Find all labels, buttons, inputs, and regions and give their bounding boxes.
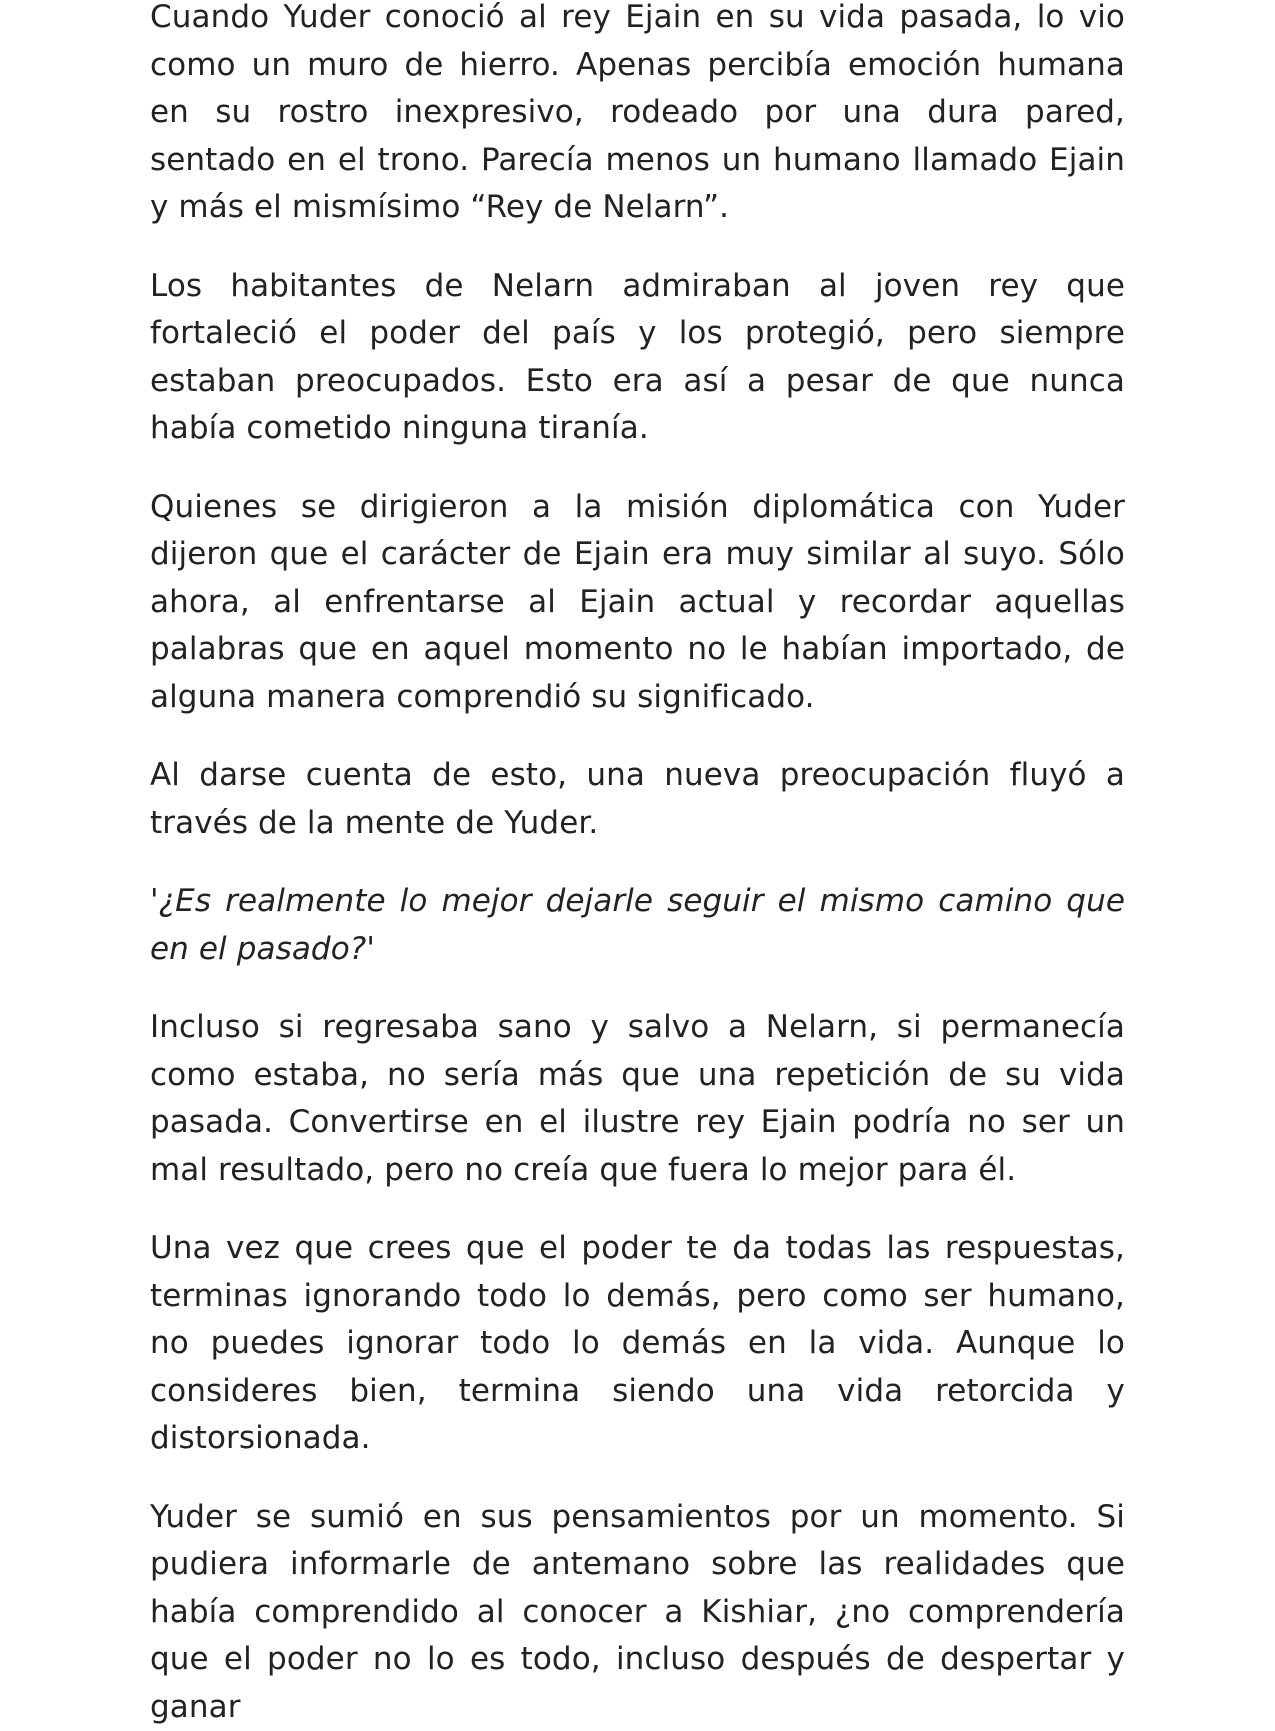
italic-thought-paragraph: '¿Es realmente lo mejor dejarle seguir el mismo camino que en el pasado?' <box>150 878 1125 973</box>
paragraph: Quienes se dirigieron a la misión diplomática con Yuder dijeron que el carácter de Ejain era muy similar al suyo. Sólo ahora, al enfrentarse al Ejain actual y recordar aquellas palabras que en aquel momento no le habían importado, de alguna manera comprendió su significado. <box>150 484 1125 722</box>
paragraph: Los habitantes de Nelarn admiraban al joven rey que fortaleció el poder del país y los protegió, pero siempre estaban preocupados. Esto era así a pesar de que nunca había cometido ninguna tiranía. <box>150 263 1125 453</box>
paragraph: Incluso si regresaba sano y salvo a Nelarn, si permanecía como estaba, no sería más que una repetición de su vida pasada. Convertirse en el ilustre rey Ejain podría no ser un mal resultado, pero no creía que fuera lo mejor para él. <box>150 1004 1125 1194</box>
document-page <box>150 0 1125 1650</box>
paragraph: Al darse cuenta de esto, una nueva preocupación fluyó a través de la mente de Yuder. <box>150 752 1125 847</box>
paragraph: Yuder se sumió en sus pensamientos por un momento. Si pudiera informarle de antemano sobre las realidades que había comprendido al conocer a Kishiar, ¿no comprendería que el poder no lo es todo, incluso después de despertar y ganar <box>150 1494 1125 1731</box>
paragraph: Una vez que crees que el poder te da todas las respuestas, terminas ignorando todo lo demás, pero como ser humano, no puedes ignorar todo lo demás en la vida. Aunque lo consideres bien, termina siendo una vida retorcida y distorsionada. <box>150 1225 1125 1463</box>
paragraph: Cuando Yuder conoció al rey Ejain en su vida pasada, lo vio como un muro de hierro. Apenas percibía emoción humana en su rostro inexpresivo, rodeado por una dura pared, sentado en el trono. Parecía menos un humano llamado Ejain y más el mismísimo “Rey de Nelarn”. <box>150 0 1125 232</box>
